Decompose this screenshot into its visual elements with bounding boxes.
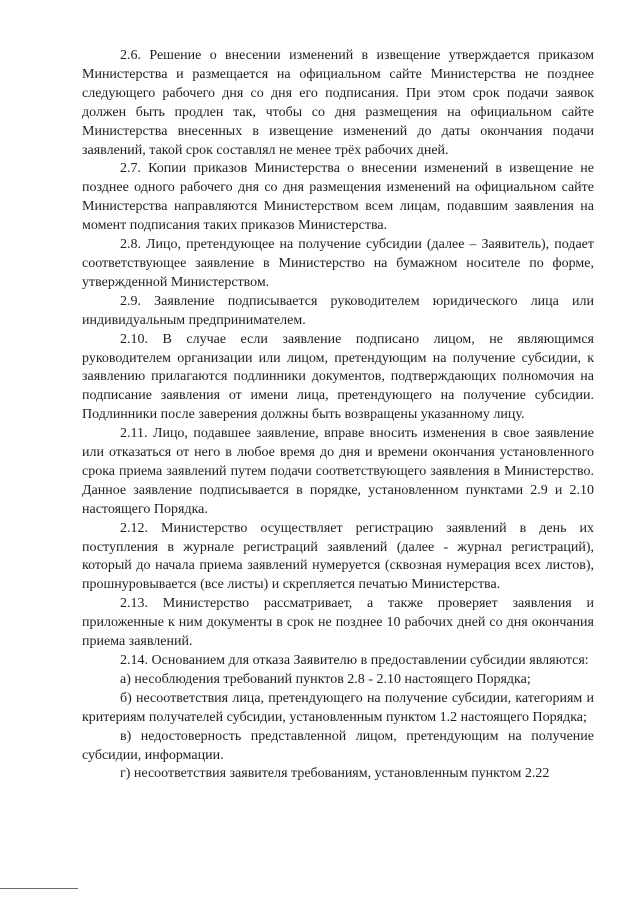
scan-edge-line [0, 888, 78, 889]
document-body [82, 47, 594, 784]
paragraph-2-9: 2.9. Заявление подписывается руководителем юридического лица или индивидуальным предпринимателем. [82, 293, 594, 328]
paragraph-2-6: 2.6. Решение о внесении изменений в извещение утверждается приказом Министерства и размещается на официальном сайте Министерства не позднее следующего рабочего дня со дня его подписания. При этом срок подачи заявок должен быть продлен так, чтобы со дня размещения на официальном сайте Министерства внесенных в извещение изменений до даты окончания подачи заявлений, такой срок составлял не менее трёх рабочих дней. [82, 48, 594, 158]
paragraph-2-8: 2.8. Лицо, претендующее на получение субсидии (далее – Заявитель), подает соответствующее заявление в Министерство на бумажном носителе по форме, утвержденной Министерством. [82, 237, 594, 290]
paragraph-2-11: 2.11. Лицо, подавшее заявление, вправе вносить изменения в свое заявление или отказаться от него в любое время до дня и времени окончания установленного срока приема заявлений путем подачи соответствующего заявления в Министерство. Данное заявление подписывается в порядке, установленном пунктами 2.9 и 2.10 настоящего Порядка. [82, 426, 594, 517]
list-item-v: в) недостоверность представленной лицом, претендующим на получение субсидии, информации. [82, 728, 594, 763]
paragraph-2-10: 2.10. В случае если заявление подписано лицом, не являющимся руководителем организации или лицом, претендующим на получение субсидии, к заявлению прилагаются подлинники документов, подтверждающих полномочия на подписание заявления от имени лица, претендующего на получение субсидии. Подлинники после заверения должны быть возвращены указанному лицу. [82, 331, 594, 423]
list-item-g: г) несоответствия заявителя требованиям, установленным пунктом 2.22 [120, 766, 550, 782]
paragraph-2-13: 2.13. Министерство рассматривает, а также проверяет заявления и приложенные к ним документы в срок не позднее 10 рабочих дней со дня окончания приема заявлений. [82, 596, 594, 650]
paragraph-2-7: 2.7. Копии приказов Министерства о внесении изменений в извещение не позднее одного рабочего дня со дня размещения изменений на официальном сайте Министерства направляются Министерством всем лицам, подавшим заявления на момент подписания таких приказов Министерства. [82, 161, 594, 234]
paragraph-2-12: 2.12. Министерство осуществляет регистрацию заявлений в день их поступления в журнале регистраций заявлений (далее - журнал регистраций), который до начала приема заявлений нумеруется (сквозная нумерация всех листов), прошнуровывается (все листы) и скрепляется печатью Министерства. [82, 520, 594, 593]
list-item-a: а) несоблюдения требований пунктов 2.8 - 2.10 настоящего Порядка; [120, 671, 531, 687]
paragraph-2-14: 2.14. Основанием для отказа Заявителю в предоставлении субсидии являются: [120, 653, 589, 668]
list-item-b: б) несоответствия лица, претендующего на получение субсидии, категориям и критериям получателей субсидии, установленным пунктом 1.2 настоящего Порядка; [82, 690, 594, 725]
